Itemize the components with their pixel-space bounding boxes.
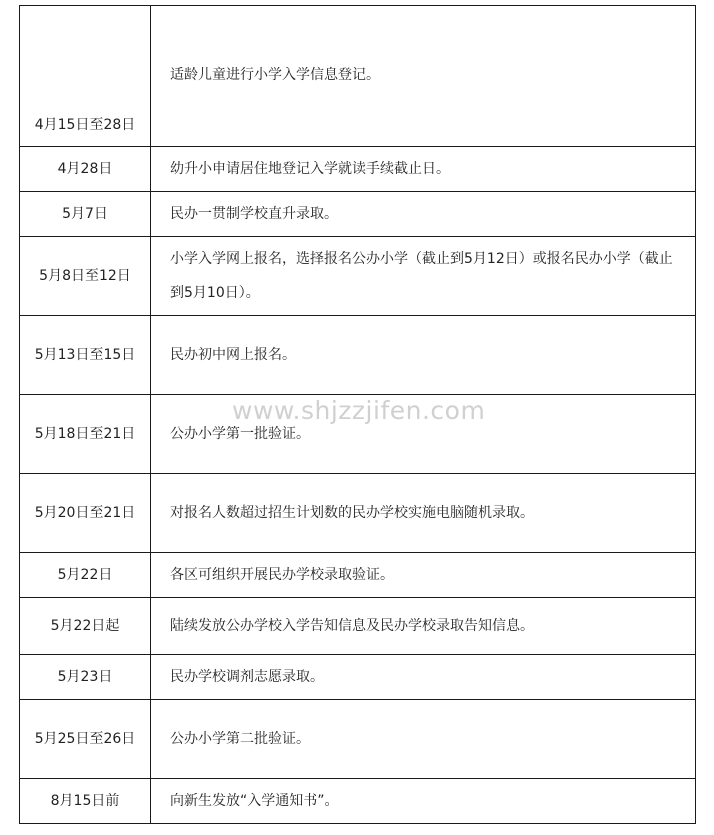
table-row	[20, 395, 696, 474]
event-cell: 适龄儿童进行小学入学信息登记。	[151, 6, 696, 147]
event-cell: 各区可组织开展民办学校录取验证。	[151, 553, 696, 598]
date-cell: 8月15日前	[20, 779, 151, 824]
table-row	[20, 779, 696, 824]
event-cell: 幼升小申请居住地登记入学就读手续截止日。	[151, 147, 696, 192]
event-cell: 民办初中网上报名。	[151, 316, 696, 395]
date-cell: 5月13日至15日	[20, 316, 151, 395]
table-row	[20, 192, 696, 237]
date-cell: 5月25日至26日	[20, 700, 151, 779]
table-row	[20, 474, 696, 553]
table-row	[20, 553, 696, 598]
event-cell: 对报名人数超过招生计划数的民办学校实施电脑随机录取。	[151, 474, 696, 553]
date-cell: 5月8日至12日	[20, 237, 151, 316]
event-cell: 公办小学第二批验证。	[151, 700, 696, 779]
date-cell: 5月22日起	[20, 598, 151, 655]
date-cell: 5月7日	[20, 192, 151, 237]
event-cell: 向新生发放“入学通知书”。	[151, 779, 696, 824]
date-cell: 5月18日至21日	[20, 395, 151, 474]
event-cell: 公办小学第一批验证。	[151, 395, 696, 474]
event-cell: 民办一贯制学校直升录取。	[151, 192, 696, 237]
table-row	[20, 6, 696, 147]
event-cell: 小学入学网上报名，选择报名公办小学（截止到5月12日）或报名民办小学（截止到5月10日）。	[151, 237, 696, 316]
event-cell: 陆续发放公办学校入学告知信息及民办学校录取告知信息。	[151, 598, 696, 655]
table-row	[20, 237, 696, 316]
table-row	[20, 598, 696, 655]
table-row	[20, 316, 696, 395]
date-cell: 5月20日至21日	[20, 474, 151, 553]
event-cell: 民办学校调剂志愿录取。	[151, 655, 696, 700]
date-cell: 4月28日	[20, 147, 151, 192]
schedule-table	[19, 5, 696, 824]
table-row	[20, 147, 696, 192]
date-cell: 5月23日	[20, 655, 151, 700]
watermark: www.shjzzjifen.com	[232, 396, 486, 425]
table-row	[20, 700, 696, 779]
date-cell: 4月15日至28日	[20, 6, 151, 147]
table-row	[20, 655, 696, 700]
date-cell: 5月22日	[20, 553, 151, 598]
